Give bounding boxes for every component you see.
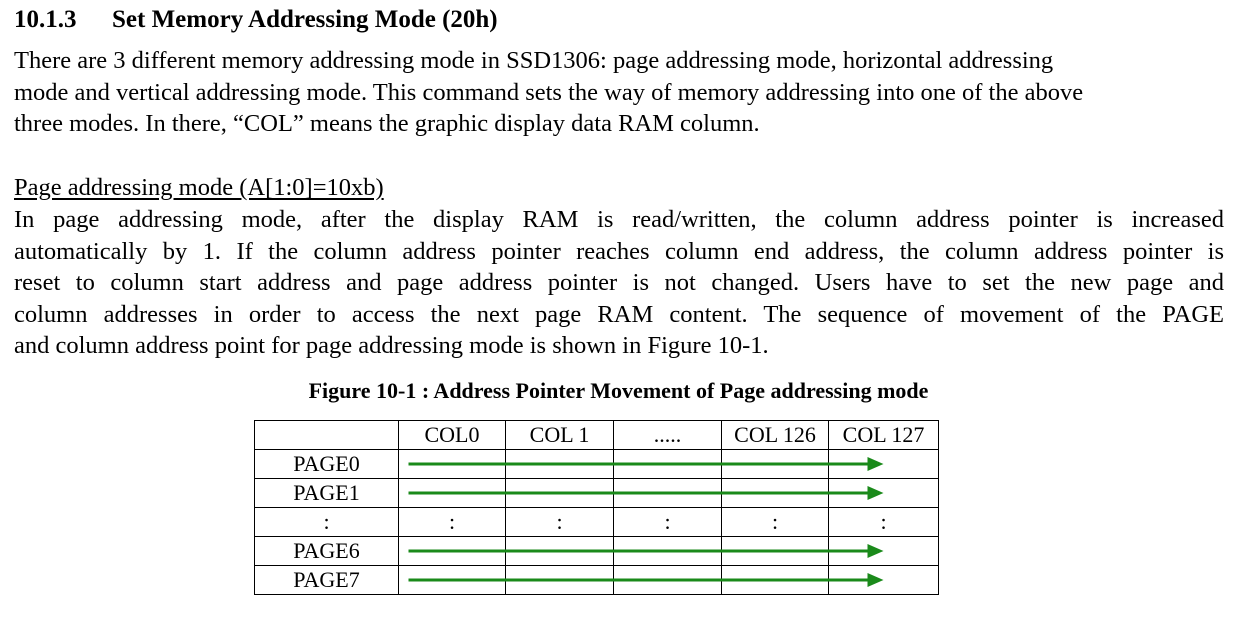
page-mode-line: and column address point for page addressing mode is shown in Figure 10-1. <box>14 332 769 359</box>
section-title: Set Memory Addressing Mode (20h) <box>112 6 498 33</box>
ellipsis-cell: : <box>506 508 614 537</box>
intro-line: There are 3 different memory addressing mode in SSD1306: page addressing mode, horizontal addressing <box>14 47 1054 74</box>
page-mode-line: column addresses in order to access the next page RAM content. The sequence of movement of the PAGE <box>14 300 1224 328</box>
intro-line: mode and vertical addressing mode. This command sets the way of memory addressing into one of the above <box>14 78 1084 106</box>
intro-paragraph <box>14 45 1224 140</box>
page-mode-line: In page addressing mode, after the display RAM is read/written, the column address pointer is increased <box>14 206 1224 233</box>
header-row <box>255 421 939 450</box>
page-label: PAGE7 <box>255 566 399 595</box>
table-row <box>255 479 939 508</box>
column-header: COL0 <box>399 421 506 450</box>
page-mode-heading: Page addressing mode (A[1:0]=10xb) <box>14 174 384 201</box>
column-header: ..... <box>614 421 722 450</box>
table-row <box>255 537 939 566</box>
page-label: PAGE1 <box>255 479 399 508</box>
page-mode-paragraph <box>14 204 1224 362</box>
column-header: COL 1 <box>506 421 614 450</box>
table-row <box>255 450 939 479</box>
ellipsis-cell: : <box>399 508 506 537</box>
corner-cell <box>255 421 399 450</box>
column-header: COL 126 <box>722 421 829 450</box>
page-mode-line: reset to column start address and page address pointer is not changed. Users have to set the new page and <box>14 269 1224 296</box>
ellipsis-cell: : <box>722 508 829 537</box>
figure-caption <box>0 376 1233 406</box>
section-heading <box>14 4 498 36</box>
ellipsis-cell: : <box>829 508 939 537</box>
ellipsis-cell: : <box>614 508 722 537</box>
page-label: PAGE6 <box>255 537 399 566</box>
intro-line: three modes. In there, “COL” means the graphic display data RAM column. <box>14 110 760 137</box>
figure-caption-text: Figure 10-1 : Address Pointer Movement of Page addressing mode <box>308 378 929 403</box>
page-label: : <box>255 508 399 537</box>
address-pointer-table <box>254 420 939 595</box>
table-row <box>255 566 939 595</box>
section-number: 10.1.3 <box>14 6 77 33</box>
page-mode-line: automatically by 1. If the column address pointer reaches column end address, the column address pointer is <box>14 237 1224 265</box>
column-header: COL 127 <box>829 421 939 450</box>
page-label: PAGE0 <box>255 450 399 479</box>
table-row <box>255 508 939 537</box>
